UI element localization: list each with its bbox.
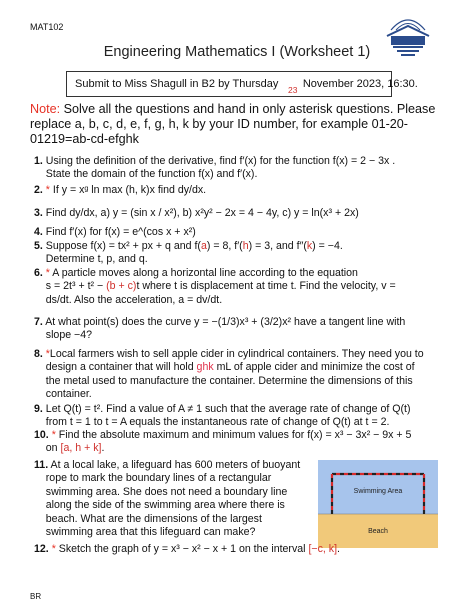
submission-day: 23	[288, 85, 298, 95]
water-area	[318, 460, 438, 514]
worksheet-title: Engineering Mathematics I (Worksheet 1)	[103, 44, 371, 60]
question-11: 11. At a local lake, a lifeguard has 600 meters of buoyant rope to mark the boundary lines of a rectangular swimming area. She does not need a boundary line along the side of the swimming area where there is beach. What are the dimensions of the largest swimming area that this lifeguard can make?	[34, 459, 301, 539]
question-1: 1. Using the definition of the derivative, find f′(x) for the function f(x) = 2 − 3x . State the domain of the function f(x) and f′(x).	[34, 155, 396, 181]
question-8: 8. *Local farmers wish to sell apple cider in cylindrical containers. They need you to design a container that will hold ghk mL of apple cider and minimize the cost of the metal used to manufacture the container. Determine the dimensions of this container.	[34, 348, 424, 401]
question-6: 6. * A particle moves along a horizontal line according to the equation s = 2t³ + t² − (b + c)t where t is displacement at time t. Find the velocity, v = ds/dt. Also the acceleration, a = dv/dt.	[34, 267, 396, 306]
submission-text: Submit to Miss Shagull in B2 by Thursday November 2023, 16:30.	[75, 78, 418, 90]
course-code: MAT102	[30, 22, 64, 32]
note-label: Note:	[30, 102, 61, 116]
swimming-area-diagram	[318, 460, 438, 548]
question-7: 7. At what point(s) does the curve y = −(1/3)x³ + (3/2)x² have a tangent line with slope −4?	[34, 316, 406, 342]
note-paragraph	[30, 102, 450, 147]
question-4: 4. Find f′(x) for f(x) = e^(cos x + x²)	[34, 226, 196, 238]
swimming-area-label: Swimming Area	[353, 488, 403, 495]
beach-label: Beach	[368, 528, 388, 535]
question-5: 5. Suppose f(x) = tx² + px + q and f(a) = 8, f′(h) = 3, and f″(k) = −4. Determine t, p, and q.	[34, 240, 343, 266]
footer-initials: BR	[30, 592, 42, 601]
question-2: 2. * If y = xᵍ ln max (h, k)x find dy/dx.	[34, 184, 207, 196]
note-text: Solve all the questions and hand in only asterisk questions. Please replace a, b, c, d, e, f, g, h, k by your ID number, for example 01-20-01219=ab-cd-efghk	[30, 102, 436, 146]
question-12: 12. * Sketch the graph of y = x³ − x² − x + 1 on the interval [−c, k].	[34, 543, 340, 555]
question-10: 10. * Find the absolute maximum and minimum values for f(x) = x³ − 3x² − 9x + 5 on [a, h + k].	[34, 429, 412, 455]
question-9: 9. Let Q(t) = t². Find a value of A ≠ 1 such that the average rate of change of Q(t) from t = 1 to t = A equals the instantaneous rate of change of Q(t) at t = 2.	[34, 403, 411, 429]
submission-box	[66, 71, 418, 97]
question-3: 3. Find dy/dx, a) y = (sin x / x²), b) x²y² − 2x = 4 − 4y, c) y = ln(x³ + 2x)	[34, 207, 359, 219]
